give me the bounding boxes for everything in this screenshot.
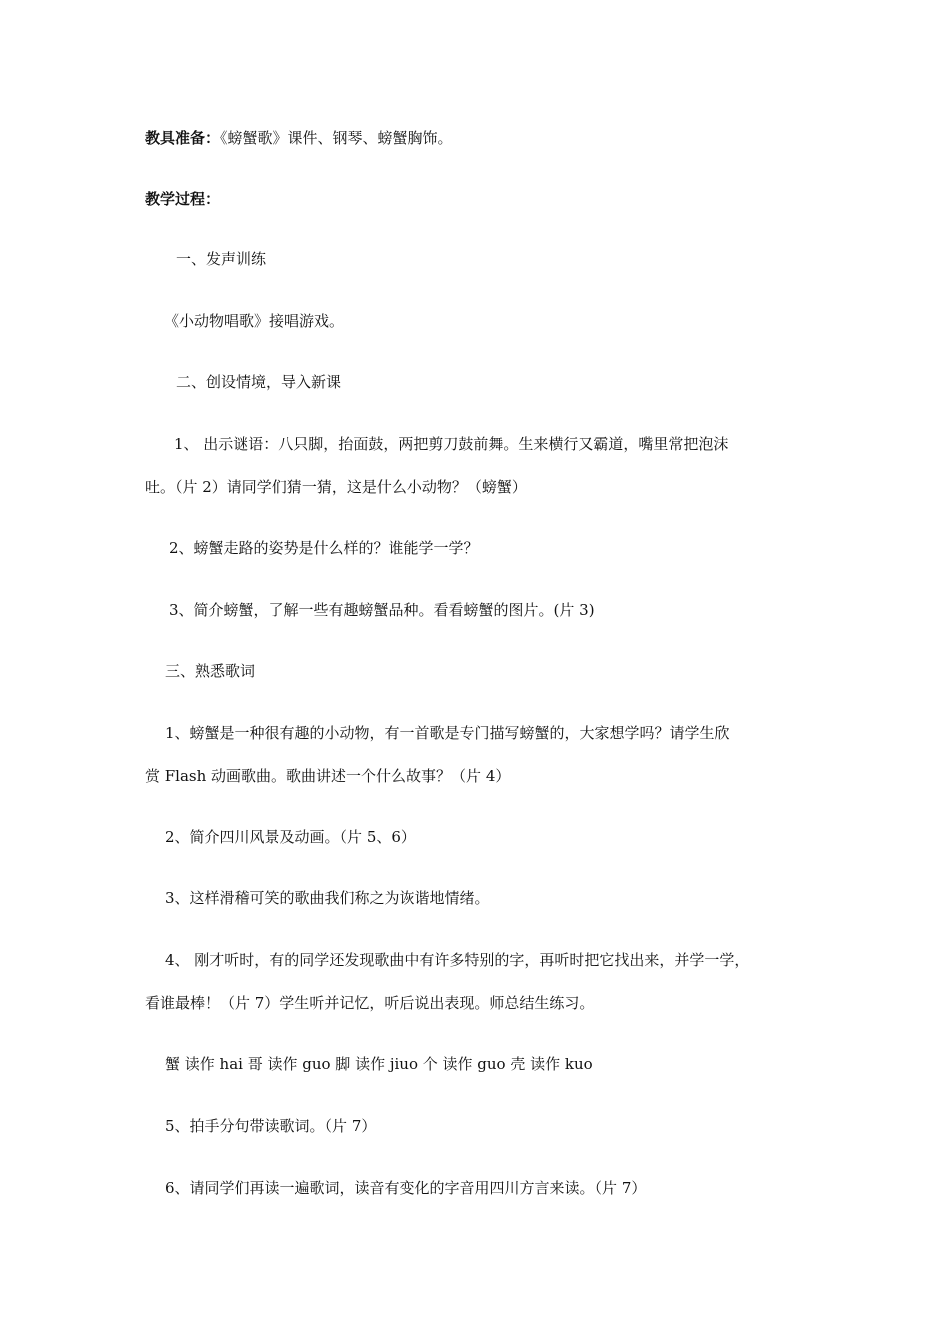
- paragraph-line: 5、拍手分句带读歌词。（片 7）: [165, 1117, 377, 1135]
- paragraph-line: 4、 刚才听时，有的同学还发现歌曲中有许多特别的字，再听时把它找出来，并学一学，: [165, 951, 750, 969]
- materials-text: 《螃蟹歌》课件、钢琴、螃蟹胸饰。: [220, 129, 453, 147]
- materials-label: 教具准备：: [145, 129, 221, 147]
- pronunciation-line: 蟹 读作 hai 哥 读作 guo 脚 读作 jiuo 个 读作 guo 壳 读作 kuo: [165, 1055, 593, 1073]
- paragraph-line: 6、请同学们再读一遍歌词，读音有变化的字音用四川方言来读。（片 7）: [165, 1179, 647, 1197]
- paragraph-line: 吐。（片 2）请同学们猜一猜，这是什么小动物？（螃蟹）: [145, 478, 527, 496]
- paragraph-line: 看谁最棒！（片 7）学生听并记忆，听后说出表现。师总结生练习。: [145, 994, 595, 1012]
- section-heading-3: 三、熟悉歌词: [165, 662, 256, 680]
- paragraph-line: 1、 出示谜语：八只脚，抬面鼓，两把剪刀鼓前舞。生来横行又霸道，嘴里常把泡沫: [174, 435, 729, 453]
- paragraph-line: 3、简介螃蟹，了解一些有趣螃蟹品种。看看螃蟹的图片。(片 3): [169, 601, 595, 619]
- paragraph-line: 3、这样滑稽可笑的歌曲我们称之为诙谐地情绪。: [165, 889, 490, 907]
- materials-line: [145, 128, 453, 148]
- process-heading: 教学过程：: [145, 190, 221, 208]
- section-heading-1: 一、发声训练: [176, 250, 267, 268]
- paragraph-line: 2、简介四川风景及动画。（片 5、6）: [165, 828, 416, 846]
- section-heading-2: 二、创设情境，导入新课: [176, 373, 342, 391]
- paragraph-line: 赏 Flash 动画歌曲。歌曲讲述一个什么故事？（片 4）: [145, 767, 511, 785]
- paragraph-line: 《小动物唱歌》接唱游戏。: [164, 312, 345, 330]
- paragraph-line: 1、螃蟹是一种很有趣的小动物，有一首歌是专门描写螃蟹的，大家想学吗？请学生欣: [165, 724, 730, 742]
- paragraph-line: 2、螃蟹走路的姿势是什么样的？谁能学一学？: [169, 539, 479, 557]
